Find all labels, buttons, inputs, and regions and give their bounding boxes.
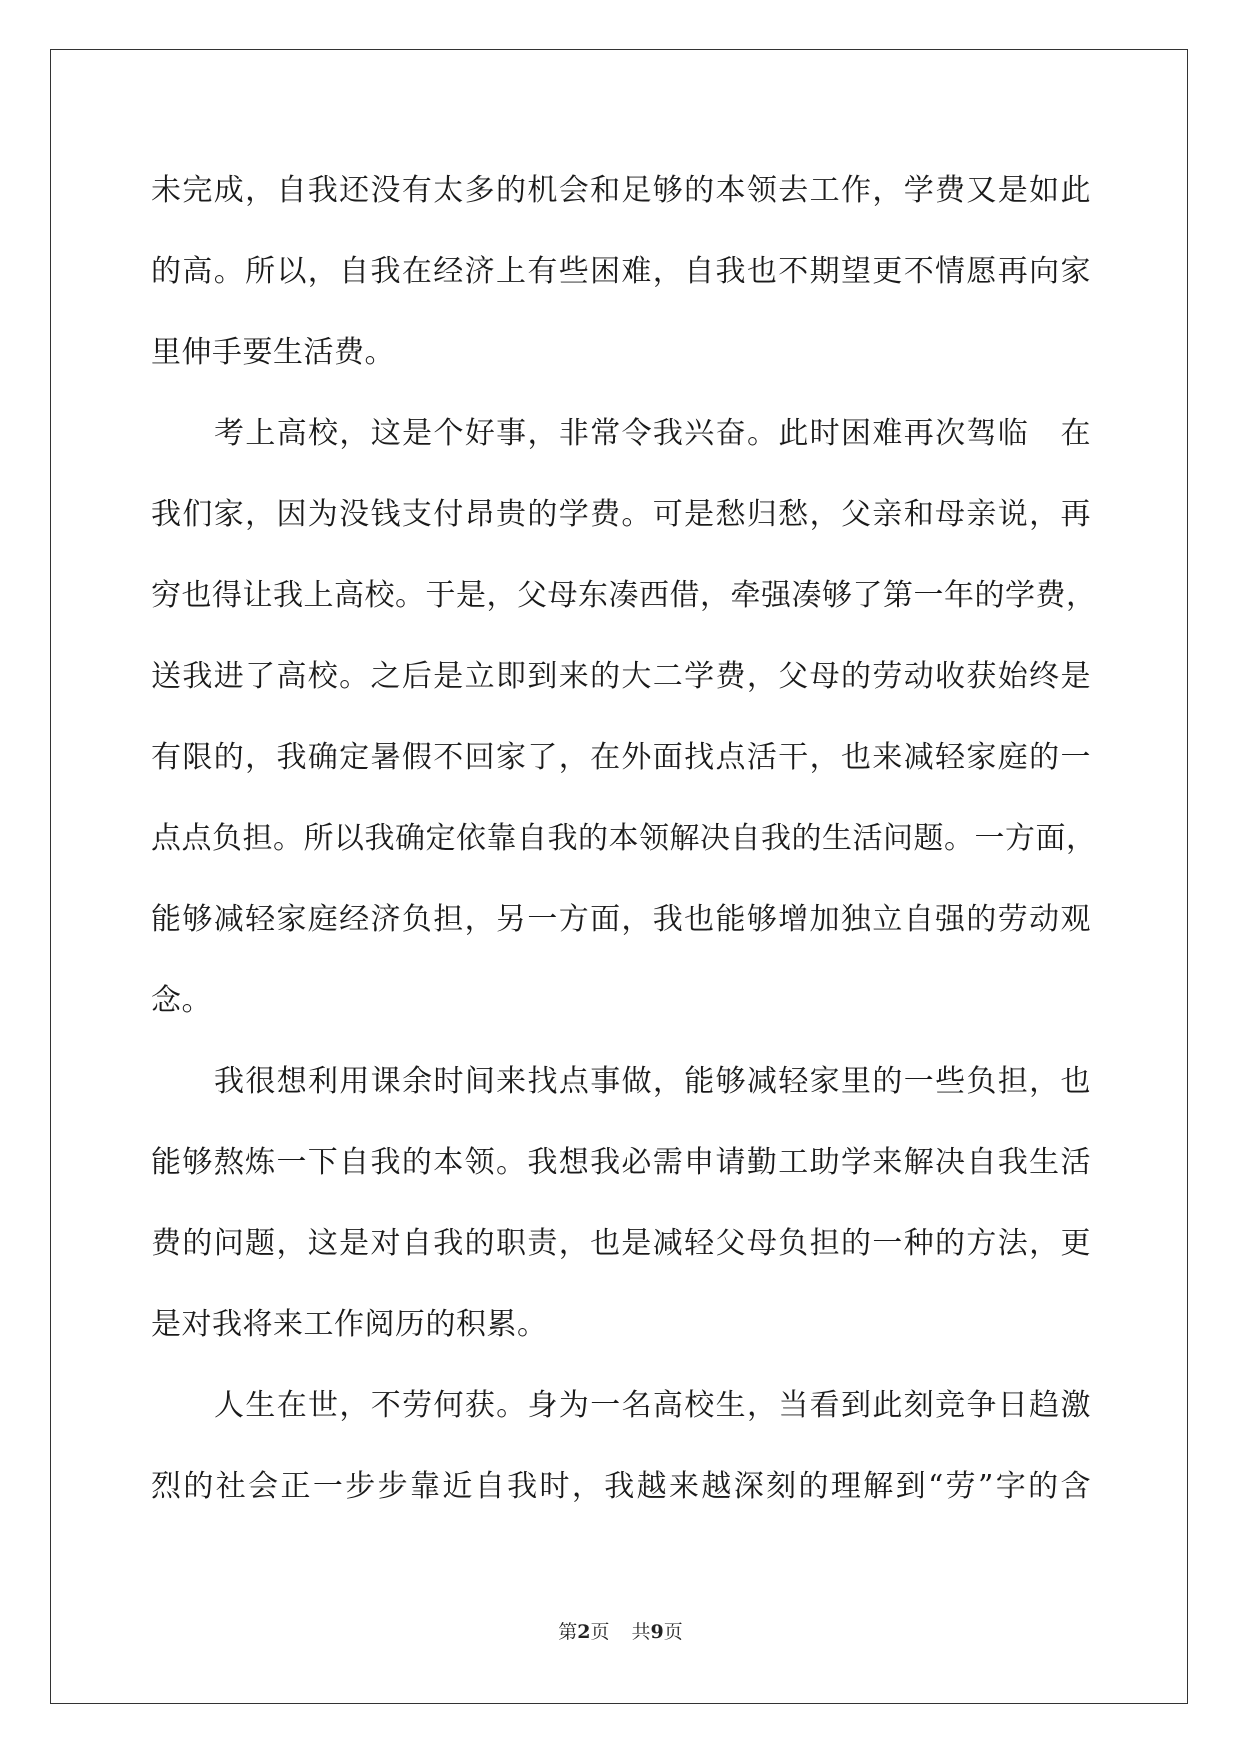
paragraph <box>151 1051 1091 1375</box>
page-footer <box>0 1620 1241 1644</box>
text-line: 未完成，自我还没有太多的机会和足够的本领去工作，学费又是如此 <box>151 173 1091 208</box>
text-line: 穷也得让我上高校。于是，父母东凑西借，牵强凑够了第一年的学费， <box>151 578 1097 613</box>
text-line: 烈的社会正一步步靠近自我时，我越来越深刻的理解到“劳”字的含 <box>151 1469 1091 1504</box>
page-number: 2 <box>577 1621 591 1643</box>
paragraph <box>151 160 1091 403</box>
total-prefix: 共 <box>631 1621 651 1643</box>
text-line: 送我进了高校。之后是立即到来的大二学费，父母的劳动收获始终是 <box>151 659 1091 694</box>
total-pages: 9 <box>650 1621 664 1643</box>
paragraph <box>151 1375 1091 1537</box>
document-body <box>151 160 1097 1537</box>
text-line: 点点负担。所以我确定依靠自我的本领解决自我的生活问题。一方面， <box>151 821 1097 856</box>
total-unit: 页 <box>663 1621 683 1643</box>
page-unit: 页 <box>590 1621 610 1643</box>
text-line: 的高。所以，自我在经济上有些困难，自我也不期望更不情愿再向家 <box>151 254 1091 289</box>
text-line: 人生在世，不劳何获。身为一名高校生，当看到此刻竞争日趋激 <box>214 1388 1091 1423</box>
text-line: 考上高校，这是个好事，非常令我兴奋。此时困难再次驾临 在 <box>214 416 1091 451</box>
text-line: 能够减轻家庭经济负担，另一方面，我也能够增加独立自强的劳动观 <box>151 902 1091 937</box>
text-line: 是对我将来工作阅历的积累。 <box>151 1307 548 1342</box>
text-line: 能够熬炼一下自我的本领。我想我必需申请勤工助学来解决自我生活 <box>151 1145 1091 1180</box>
text-line: 有限的，我确定暑假不回家了，在外面找点活干，也来减轻家庭的一 <box>151 740 1091 775</box>
page-prefix: 第 <box>558 1621 578 1643</box>
text-line: 里伸手要生活费。 <box>151 335 395 370</box>
text-line: 念。 <box>151 983 212 1018</box>
text-line: 费的问题，这是对自我的职责，也是减轻父母负担的一种的方法，更 <box>151 1226 1091 1261</box>
text-line: 我们家，因为没钱支付昂贵的学费。可是愁归愁，父亲和母亲说，再 <box>151 497 1091 532</box>
paragraph <box>151 403 1097 1051</box>
text-line: 我很想利用课余时间来找点事做，能够减轻家里的一些负担，也 <box>214 1064 1091 1099</box>
